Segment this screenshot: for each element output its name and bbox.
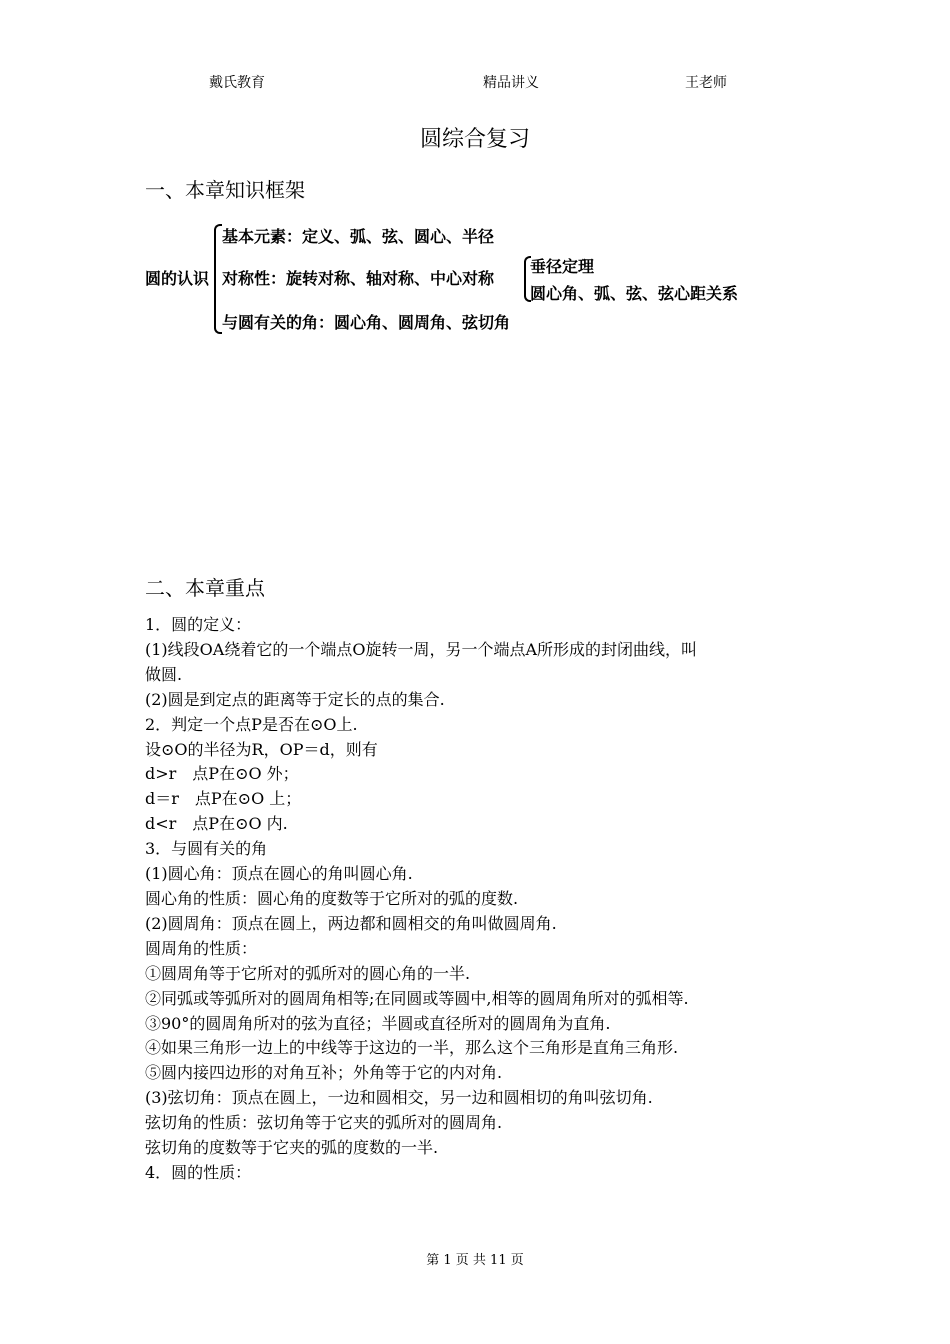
text-line: ②同弧或等弧所对的圆周角相等;在同圆或等圆中,相等的圆周角所对的弧相等. (145, 988, 689, 1008)
text-line: d＝r 点P在⊙O 上； (145, 789, 302, 809)
header-right: 王老师 (685, 75, 727, 91)
tree-sub-central-angle-relation: 圆心角、弧、弦、弦心距关系 (530, 284, 739, 303)
text-line: ①圆周角等于它所对的弧所对的圆心角的一半. (145, 963, 471, 983)
tree-sub-perpendicular-diameter: 垂径定理 (530, 257, 595, 276)
text-line: (2)圆周角：顶点在圆上，两边都和圆相交的角叫做圆周角. (145, 913, 557, 933)
text-line: ⑤圆内接四边形的对角互补；外角等于它的内对角. (145, 1063, 503, 1083)
text-line: ③90°的圆周角所对的弦为直径；半圆或直径所对的圆周角为直角. (145, 1013, 611, 1033)
tree-bracket-main (214, 224, 222, 334)
tree-branch-angles: 与圆有关的角：圆心角、圆周角、弦切角 (222, 313, 511, 332)
key-points-body (145, 613, 825, 1186)
text-line: 4．圆的性质： (145, 1162, 252, 1182)
header-left: 戴氏教育 (209, 75, 265, 91)
text-line: (3)弦切角：顶点在圆上，一边和圆相交，另一边和圆相切的角叫弦切角. (145, 1088, 653, 1108)
text-line: 1．圆的定义： (145, 615, 252, 634)
section-heading-framework: 一、本章知识框架 (145, 178, 305, 202)
text-line: 2．判定一个点P是否在⊙O上. (145, 714, 358, 734)
text-line: d<r 点P在⊙O 内. (145, 814, 288, 834)
text-line: 弦切角的性质：弦切角等于它夹的弧所对的圆周角. (145, 1113, 503, 1133)
tree-branch-symmetry: 对称性：旋转对称、轴对称、中心对称 (222, 269, 495, 288)
section-heading-key-points: 二、本章重点 (145, 576, 265, 600)
text-line: 圆心角的性质：圆心角的度数等于它所对的弧的度数. (145, 888, 519, 908)
text-line: (1)圆心角：顶点在圆心的角叫圆心角. (145, 864, 413, 884)
text-line: d>r 点P在⊙O 外； (145, 764, 299, 784)
page-footer: 第 1 页 共 11 页 (426, 1253, 524, 1268)
text-line: (1)线段OA绕着它的一个端点O旋转一周，另一个端点A所形成的封闭曲线，叫 (145, 639, 698, 659)
tree-branch-elements: 基本元素：定义、弧、弦、圆心、半径 (222, 227, 495, 246)
text-line: ④如果三角形一边上的中线等于这边的一半，那么这个三角形是直角三角形. (145, 1038, 679, 1058)
text-line: 弦切角的度数等于它夹的弧的度数的一半. (145, 1138, 439, 1158)
header-center: 精品讲义 (483, 75, 539, 91)
text-line: (2)圆是到定点的距离等于定长的点的集合. (145, 689, 445, 709)
page-title: 圆综合复习 (419, 127, 530, 152)
text-line: 做圆. (145, 664, 183, 684)
text-line: 圆周角的性质： (145, 938, 258, 958)
text-line: 设⊙O的半径为R，OP＝d，则有 (145, 739, 378, 759)
tree-root: 圆的认识 (145, 269, 210, 288)
text-line: 3．与圆有关的角 (145, 839, 268, 859)
